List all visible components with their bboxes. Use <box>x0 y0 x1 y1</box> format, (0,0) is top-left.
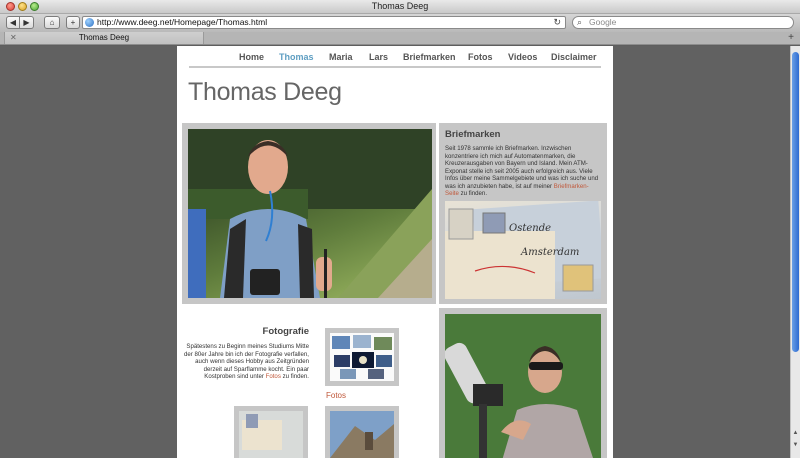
nav-thomas[interactable]: Thomas <box>279 52 314 62</box>
search-field[interactable] <box>572 16 794 29</box>
url-text: http://www.deeg.net/Homepage/Thomas.html <box>97 17 268 27</box>
nav-videos[interactable]: Videos <box>508 52 538 62</box>
back-button[interactable] <box>6 16 20 29</box>
nav-maria[interactable]: Maria <box>329 52 353 62</box>
hero-photo-frame <box>182 123 436 304</box>
telescope-photo <box>445 314 601 458</box>
close-tab-icon[interactable]: ✕ <box>10 33 17 42</box>
photo-collage <box>330 333 394 381</box>
fotografie-text <box>183 343 309 381</box>
home-button[interactable] <box>44 16 60 29</box>
stamp-letter-amsterdam: Amsterdam <box>521 247 580 258</box>
search-placeholder: Google <box>589 17 617 27</box>
browser-toolbar <box>0 14 800 32</box>
fotografie-section <box>183 326 309 381</box>
briefmarken-link[interactable]: Briefmarken-Seite <box>445 182 589 197</box>
scrollbar-thumb[interactable] <box>792 52 799 352</box>
fotos-link[interactable]: Fotos <box>326 391 347 400</box>
stamp-letter-ostende: Ostende <box>509 223 552 234</box>
scroll-up-icon[interactable]: ▲ <box>792 430 799 436</box>
briefmarken-text-start: Seit 1978 sammle ich Briefmarken. Inzwischen konzentriere ich mich auf Automatenmarken, die Kreuzerausgaben von Bayern und Island. Mein ATM-Exponat stelle ich seit 2005 auch erfolgreich aus. Viele Infos über meine Sammelgebiete und was ich suche und was ich anzubieten habe, ist auf meiner <box>445 145 599 190</box>
forward-button[interactable] <box>20 16 34 29</box>
nav-fotos[interactable]: Fotos <box>468 52 493 62</box>
hiker-photo <box>188 129 432 298</box>
main-navigation <box>189 52 601 68</box>
scroll-down-icon[interactable]: ▼ <box>792 442 799 448</box>
tab-label: Thomas Deeg <box>78 33 130 42</box>
tab-thomas-deeg[interactable] <box>4 32 204 44</box>
landscape-thumb-illustration <box>325 406 399 458</box>
window-titlebar <box>0 0 800 14</box>
briefmarken-text-end: zu finden. <box>458 190 488 197</box>
fotos-inline-link[interactable]: Fotos <box>265 373 281 381</box>
stamps-photo <box>445 201 601 299</box>
briefmarken-heading: Briefmarken <box>445 129 501 140</box>
plus-icon: + <box>70 18 76 27</box>
nav-disclaimer[interactable]: Disclaimer <box>551 52 597 62</box>
web-viewport <box>0 46 790 458</box>
fotografie-text-start: Spätestens zu Beginn meines Studiums Mitte der 80er Jahre bin ich der Fotografie verfallen, auch wenn dieses Hobby aus Zeitgründen derzeit auf Sparflamme kocht. Ein paar Kostproben sind unter <box>184 343 309 381</box>
nav-briefmarken[interactable]: Briefmarken <box>403 52 456 62</box>
globe-icon <box>85 18 94 27</box>
fotografie-heading: Fotografie <box>262 326 309 337</box>
page-title: Thomas Deeg <box>188 78 342 106</box>
collage-illustration <box>330 333 394 381</box>
window-title: Thomas Deeg <box>371 1 429 11</box>
new-tab-button[interactable]: + <box>788 32 794 43</box>
portrait-frame <box>439 308 607 458</box>
briefmarken-box <box>439 123 607 304</box>
add-bookmark-button[interactable] <box>66 16 80 29</box>
home-icon: ⌂ <box>49 18 55 27</box>
search-icon: ⌕ <box>577 17 583 27</box>
address-bar[interactable] <box>82 16 566 29</box>
stamps-thumb-illustration <box>234 406 308 458</box>
hiker-illustration <box>188 129 432 298</box>
tab-strip <box>0 32 800 45</box>
stamps-illustration <box>445 201 601 299</box>
nav-lars[interactable]: Lars <box>369 52 389 62</box>
web-page <box>177 46 613 458</box>
vertical-scrollbar[interactable] <box>790 46 800 458</box>
fotografie-text-end: zu finden. <box>280 373 309 381</box>
briefmarken-text <box>445 145 601 198</box>
nav-home[interactable]: Home <box>239 52 265 62</box>
fotos-thumbnail[interactable] <box>325 328 399 386</box>
forward-arrow-icon: ▶ <box>23 18 30 27</box>
back-arrow-icon: ◀ <box>9 18 17 27</box>
telescope-illustration <box>445 314 601 458</box>
reload-icon[interactable]: ↻ <box>553 17 561 27</box>
stamps-thumbnail[interactable] <box>234 406 308 458</box>
landscape-thumbnail[interactable] <box>325 406 399 458</box>
